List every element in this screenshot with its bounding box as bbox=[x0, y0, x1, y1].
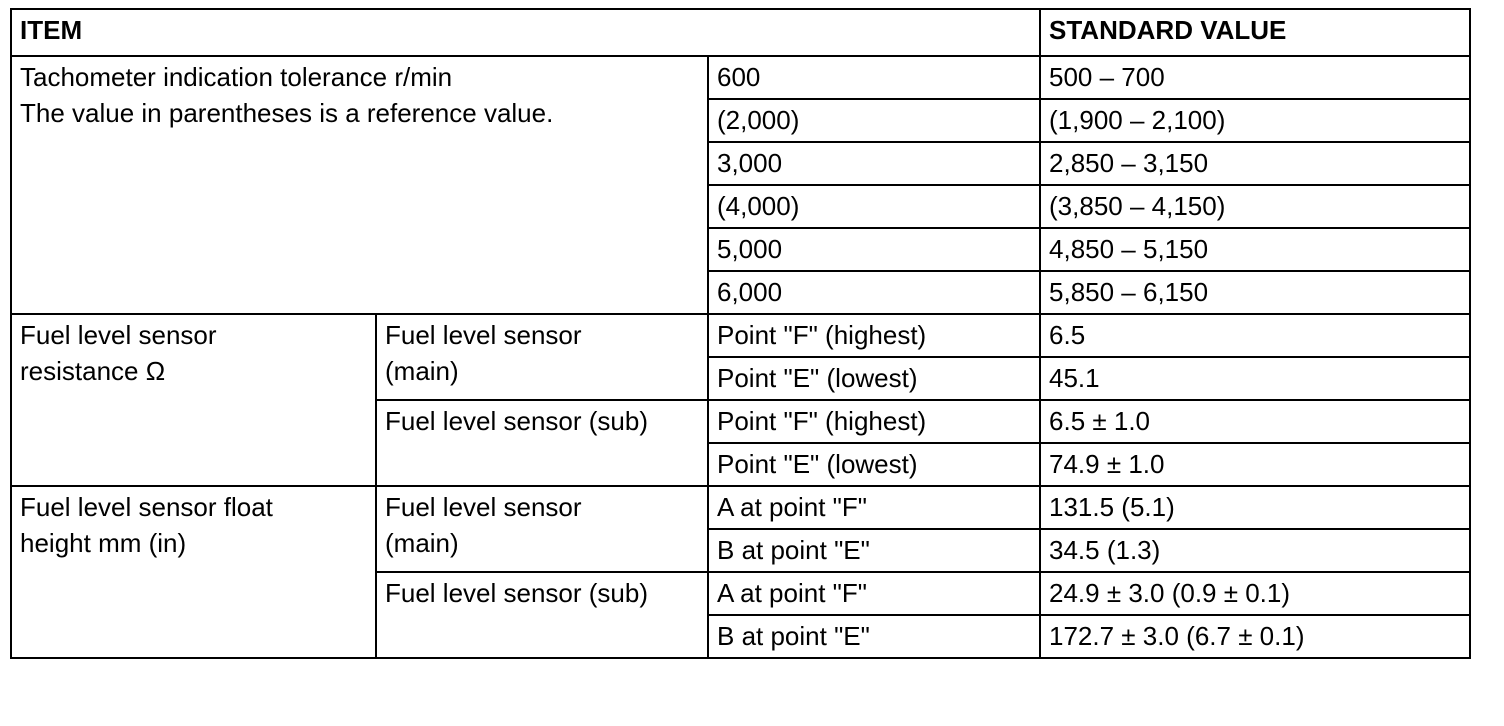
table-row bbox=[11, 314, 1470, 357]
float-sub-sensor-label: Fuel level sensor (sub) bbox=[376, 572, 708, 658]
standard-value-table bbox=[10, 8, 1471, 659]
tachometer-speed-cell: (2,000) bbox=[708, 99, 1040, 142]
float-height-standard-cell: 131.5 (5.1) bbox=[1040, 486, 1470, 529]
resistance-standard-cell: 45.1 bbox=[1040, 357, 1470, 400]
resistance-main-label-line2: (main) bbox=[385, 356, 459, 386]
float-main-sensor-label bbox=[376, 486, 708, 572]
tachometer-standard-cell: 4,850 – 5,150 bbox=[1040, 228, 1470, 271]
float-main-label-line1: Fuel level sensor bbox=[385, 492, 582, 522]
tachometer-standard-cell: (1,900 – 2,100) bbox=[1040, 99, 1470, 142]
table-row bbox=[11, 56, 1470, 99]
tachometer-standard-cell: 5,850 – 6,150 bbox=[1040, 271, 1470, 314]
float-main-label-line2: (main) bbox=[385, 528, 459, 558]
tachometer-standard-cell: 2,850 – 3,150 bbox=[1040, 142, 1470, 185]
measurement-point-cell: A at point "F" bbox=[708, 486, 1040, 529]
measurement-point-cell: Point "F" (highest) bbox=[708, 314, 1040, 357]
measurement-point-cell: Point "E" (lowest) bbox=[708, 357, 1040, 400]
resistance-sub-sensor-label: Fuel level sensor (sub) bbox=[376, 400, 708, 486]
tachometer-speed-cell: (4,000) bbox=[708, 185, 1040, 228]
resistance-label-line1: Fuel level sensor bbox=[20, 320, 217, 350]
float-height-item-label bbox=[11, 486, 376, 658]
tachometer-speed-cell: 600 bbox=[708, 56, 1040, 99]
tachometer-standard-cell: (3,850 – 4,150) bbox=[1040, 185, 1470, 228]
measurement-point-cell: Point "E" (lowest) bbox=[708, 443, 1040, 486]
tachometer-speed-cell: 3,000 bbox=[708, 142, 1040, 185]
measurement-point-cell: B at point "E" bbox=[708, 615, 1040, 658]
float-height-standard-cell: 172.7 ± 3.0 (6.7 ± 0.1) bbox=[1040, 615, 1470, 658]
item-header: ITEM bbox=[11, 9, 1040, 56]
table-row bbox=[11, 486, 1470, 529]
tachometer-item-label bbox=[11, 56, 708, 314]
resistance-standard-cell: 6.5 ± 1.0 bbox=[1040, 400, 1470, 443]
resistance-item-label bbox=[11, 314, 376, 486]
resistance-standard-cell: 74.9 ± 1.0 bbox=[1040, 443, 1470, 486]
tachometer-speed-cell: 6,000 bbox=[708, 271, 1040, 314]
measurement-point-cell: B at point "E" bbox=[708, 529, 1040, 572]
float-height-standard-cell: 34.5 (1.3) bbox=[1040, 529, 1470, 572]
resistance-main-sensor-label bbox=[376, 314, 708, 400]
measurement-point-cell: Point "F" (highest) bbox=[708, 400, 1040, 443]
tachometer-speed-cell: 5,000 bbox=[708, 228, 1040, 271]
standard-value-header: STANDARD VALUE bbox=[1040, 9, 1470, 56]
float-height-label-line1: Fuel level sensor float bbox=[20, 492, 273, 522]
tachometer-label-line1: Tachometer indication tolerance r/min bbox=[20, 62, 453, 92]
measurement-point-cell: A at point "F" bbox=[708, 572, 1040, 615]
float-height-standard-cell: 24.9 ± 3.0 (0.9 ± 0.1) bbox=[1040, 572, 1470, 615]
tachometer-standard-cell: 500 – 700 bbox=[1040, 56, 1470, 99]
tachometer-label-line2: The value in parentheses is a reference value. bbox=[20, 98, 554, 128]
resistance-label-line2: resistance Ω bbox=[20, 356, 166, 386]
float-height-label-line2: height mm (in) bbox=[20, 528, 187, 558]
resistance-standard-cell: 6.5 bbox=[1040, 314, 1470, 357]
resistance-main-label-line1: Fuel level sensor bbox=[385, 320, 582, 350]
header-row bbox=[11, 9, 1470, 56]
